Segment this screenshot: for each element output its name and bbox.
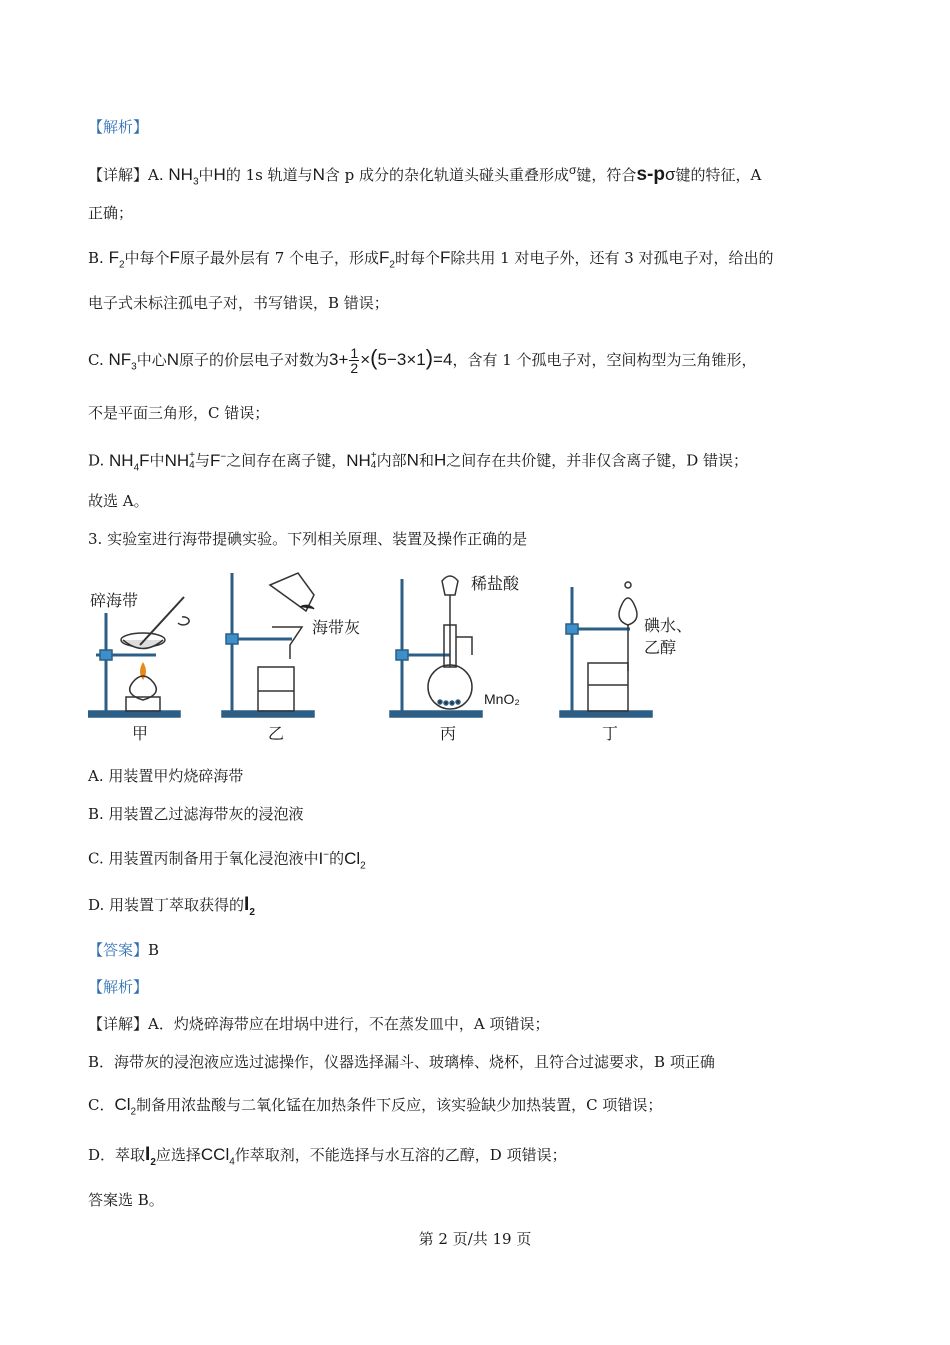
detail-d-line [88,445,748,480]
formula-f2: $F_2$ [108,248,125,271]
page-footer: 第 2 页/共 19 页 [418,1230,532,1248]
label-iodine-water: 碘水、 [644,616,693,635]
conclusion-1: 故选 A。 [88,492,149,510]
option-label: D. [88,451,110,470]
text: 制备用浓盐酸与二氧化锰在加热条件下反应，该实验缺少加热装置，C 项错误； [136,1096,663,1114]
detail-b-cont: 电子式未标注孤电子对，书写错误，B 错误； [88,294,389,312]
apparatus-figure [88,567,558,747]
apparatus-jia [88,597,189,717]
option-label: B. [88,249,109,267]
label-crushed-kelp: 碎海带 [90,591,139,610]
caption-ding: 丁 [602,724,619,743]
sigma-symbol: σ [664,165,676,184]
caption-yi: 乙 [268,724,285,743]
detail-tag: 【详解】 [88,166,149,184]
detail-c-cont: 不是平面三角形，C 错误； [88,404,270,422]
answer-value: B [148,941,160,959]
text: D. 用装置丁萃取获得的 [88,896,245,914]
formula-nh4-ion: NH + 4 [346,450,377,472]
answer-tag: 【答案】 [88,941,149,959]
text: 含 p 成分的杂化轨道头碰头重叠形成 [324,166,570,184]
apparatus-ding [560,582,652,717]
detail2-d [88,1143,567,1175]
detail-tag: 【详解】 [88,1015,149,1033]
formula-nh4f: $NH_4F$ [109,450,150,474]
text: 原子的价层电子对数为 [179,351,330,369]
detail2-c [88,1093,662,1124]
formula-i2: $I_2$ [244,894,255,918]
formula-cl2: $Cl_2$ [344,848,366,872]
formula-f-ion: F− [209,450,227,470]
text: D．萃取 [88,1146,146,1164]
text: 应选择 [155,1146,201,1164]
caption-jia: 甲 [132,724,149,743]
analysis-tag-2: 【解析】 [88,978,149,996]
option-c [88,843,366,878]
formula-i2: $I_2$ [145,1144,156,1168]
label-dilute-hcl: 稀盐酸 [471,574,520,593]
text: 的 [329,849,345,868]
option-a: A. 用装置甲灼烧碎海带 [88,767,244,785]
caption-bing: 丙 [440,724,457,743]
detail2-b: B．海带灰的浸泡液应选过滤操作，仪器选择漏斗、玻璃棒、烧杯，且符合过滤要求，B 项正确 [88,1053,715,1071]
text: 的 1s 轨道与 [225,166,313,184]
symbol-f: F [439,248,451,267]
symbol-n: N [166,350,180,369]
symbol-n: N [312,165,325,184]
symbol-h: H [213,165,226,184]
valence-equation: 3+ $\frac{1}{2}$ ×(5−3×1)=4 [329,345,453,377]
formula-cl2: $Cl_2$ [114,1095,137,1118]
label-kelp-ash: 海带灰 [312,618,361,637]
text: 中 [149,451,165,470]
text: 内部 [376,451,407,470]
analysis-tag: 【解析】 [88,118,149,136]
detail-a-cont: 正确； [88,204,134,222]
option-label: C. [88,351,109,369]
apparatus-bing [390,576,482,717]
formula-ccl4: CCl$_4$ [200,1145,235,1168]
question-3: 3. 实验室进行海带提碘实验。下列相关原理、装置及操作正确的是 [88,530,528,548]
apparatus-ding-figure [558,567,708,747]
sigma-symbol: σ [569,163,577,177]
text: 时每个 [394,249,440,267]
formula-i-ion: I− [318,848,330,868]
formula-f2: $F_2$ [379,248,395,271]
text: 除共用 1 对电子外，还有 3 对孤电子对，给出的 [450,249,774,267]
text: C. 用装置丙制备用于氧化浸泡液中 [88,849,319,868]
formula-nf3: $NF_3$ [108,350,137,373]
symbol-n: N [406,450,419,470]
text: ，含有 1 个孤电子对，空间构型为三角锥形， [452,351,757,369]
option-b: B. 用装置乙过滤海带灰的浸泡液 [88,805,304,823]
text: 键，符合 [576,166,637,184]
text: 与 [194,451,210,470]
text: 和 [418,451,434,470]
text: 键的特征，A [675,166,762,184]
text: 中每个 [124,249,170,267]
text: 中心 [136,351,167,369]
symbol-h: H [433,450,447,470]
label-mno2: MnO₂ [484,691,520,707]
detail-b-line [88,246,774,277]
sp-label: s-p [636,164,665,185]
text: 中 [198,166,214,184]
text: 作萃取剂，不能选择与水互溶的乙醇，D 项错误； [234,1146,567,1164]
symbol-f: F [169,248,180,267]
label-ethanol: 乙醇 [644,638,677,657]
detail2-a [88,1012,549,1036]
answer-line [88,938,159,962]
final-answer: 答案选 B。 [88,1191,164,1209]
text: A．灼烧碎海带应在坩埚中进行，不在蒸发皿中，A 项错误； [148,1015,550,1033]
text: 之间存在共价键，并非仅含离子键，D 错误； [446,451,749,470]
apparatus-yi [222,573,314,717]
text: C． [88,1096,115,1114]
text: 之间存在离子键， [226,451,347,470]
formula-nh3: $NH_3$ [168,165,199,188]
detail-a-line [88,158,761,194]
option-label: A. [148,166,169,184]
detail-c-line [88,344,757,381]
option-d [88,893,255,925]
text: 原子最外层有 7 个电子，形成 [179,249,380,267]
formula-nh4-ion: NH + 4 [164,450,195,472]
